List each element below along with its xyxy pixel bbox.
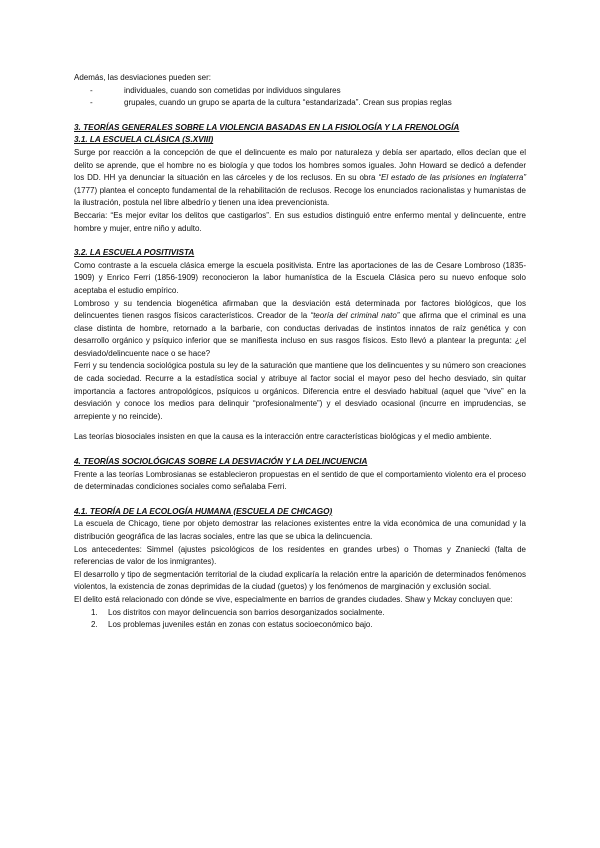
paragraph: El delito está relacionado con dónde se vive, especialmente en barrios de grandes ciudades. Shaw y Mckay concluyen que: bbox=[74, 594, 513, 604]
section-4-1-heading: 4.1. TEORÍA DE LA ECOLOGÍA HUMANA (ESCUELA DE CHICAGO) bbox=[74, 506, 333, 516]
section-3-1-heading: 3.1. LA ESCUELA CLÁSICA (S.XVIII) bbox=[74, 135, 214, 145]
conclusions-list bbox=[74, 607, 526, 632]
paragraph: Las teorías biosociales insisten en que la causa es la interacción entre características biológicas y el medio ambiente. bbox=[74, 432, 492, 442]
paragraph: El desarrollo y tipo de segmentación territorial de la ciudad explicaría la relación entre la aparición de determinados fenómenos violentos, la existencia de zonas deprimidas de la ciudad (guetos) y los fenómenos de marginación y exclusión social. bbox=[74, 569, 526, 592]
deviation-types-list bbox=[74, 85, 526, 110]
section-4-heading: 4. TEORÍAS SOCIOLÓGICAS SOBRE LA DESVIACIÓN Y LA DELINCUENCIA bbox=[74, 457, 368, 467]
list-item: 1. Los distritos con mayor delincuencia son barrios desorganizados socialmente. bbox=[91, 607, 385, 617]
paragraph: Surge por reacción a la concepción de que el delincuente es malo por naturaleza y debía ser apartado, ellos decían que el delito se aprende, que el hombre no es biología y que todos los hombres somos iguales. John Howard se dedicó a defender los DD. HH ya denunciar la situación en las cárceles y de los reclusos. En su obra “El estado de las prisiones en Inglaterra” (1777) plantea el concepto fundamental de la rehabilitación de reclusos. Recoge los enunciados racionalistas y humanistas de la ilustración, postula nel libre albedrío y tienen una idea prevencionista. bbox=[74, 147, 526, 208]
document-page bbox=[74, 72, 526, 632]
section-3-2-heading: 3.2. LA ESCUELA POSITIVISTA bbox=[74, 248, 195, 258]
paragraph: Beccaria: “Es mejor evitar los delitos que castigarlos”. En sus estudios distinguió entre enfermo mental y delincuente, entre hombre y mujer, entre niño y adulto. bbox=[74, 210, 526, 233]
intro-lead: Además, las desviaciones pueden ser: bbox=[74, 73, 211, 82]
paragraph: La escuela de Chicago, tiene por objeto demostrar las relaciones existentes entre la vida económica de una comunidad y la distribución geográfica de las lacras sociales, entre las que se ubica la delincuencia. bbox=[74, 519, 526, 541]
list-item: - grupales, cuando un grupo se aparta de la cultura “estandarizada”. Crean sus propias reglas bbox=[74, 97, 526, 110]
list-item: 2. Los problemas juveniles están en zonas con estatus socioeconómico bajo. bbox=[91, 620, 373, 630]
paragraph: Los antecedentes: Simmel (ajustes psicológicos de los residentes en grandes urbes) o Thomas y Znaniecki (falta de referencias de valor de los inmigrantes). bbox=[74, 544, 526, 567]
section-3-heading: 3. TEORÍAS GENERALES SOBRE LA VIOLENCIA BASADAS EN LA FISIOLOGÍA Y LA FRENOLOGÍA bbox=[74, 122, 460, 132]
paragraph: Ferri y su tendencia sociológica postula su ley de la saturación que mantiene que los delincuentes y su número son creaciones de cada sociedad. Recurre a la estadística social y atribuye al factor social el mayor peso del hecho desviado, sin quitar importancia a factores antropológicos, psíquicos u orgánicos. Diferencia entre el desviado habitual (aquel que “vive” en la desviación y conoce los medios para delinquir “profesionalmente”) y el desviado ocasional (incurre en imprudencias, se arrepiente y no reincide). bbox=[74, 361, 526, 421]
paragraph: Frente a las teorías Lombrosianas se establecieron propuestas en el sentido de que el comportamiento violento era el proceso de determinadas condiciones sociales como señalaba Ferri. bbox=[74, 469, 526, 492]
list-item: - individuales, cuando son cometidas por individuos singulares bbox=[74, 85, 526, 98]
paragraph: Como contraste a la escuela clásica emerge la escuela positivista. Entre las aportaciones de las de Cesare Lombroso (1835-1909) y Enrico Ferri (1856-1909) reconocieron la labor humanística de la Escuela Clásica pero su nuevo enfoque solo aceptaba el estudio empírico. bbox=[74, 260, 526, 295]
paragraph: Lombroso y su tendencia biogenética afirmaban que la desviación está determinada por factores biológicos, que los delincuentes tienen rasgos físicos característicos. Creador de la “teoría del criminal nato” que afirma que el criminal es una clase distinta de hombre, retornado a la barbarie, con conductas derivadas de instintos innatos de raíz genética y con desarrollo orgánico y psíquico inferior que se manifiesta incluso en sus rasgos físicos. Esto llevó a plantear la pregunta: ¿el desviado/delincuente nace o se hace? bbox=[74, 298, 527, 358]
